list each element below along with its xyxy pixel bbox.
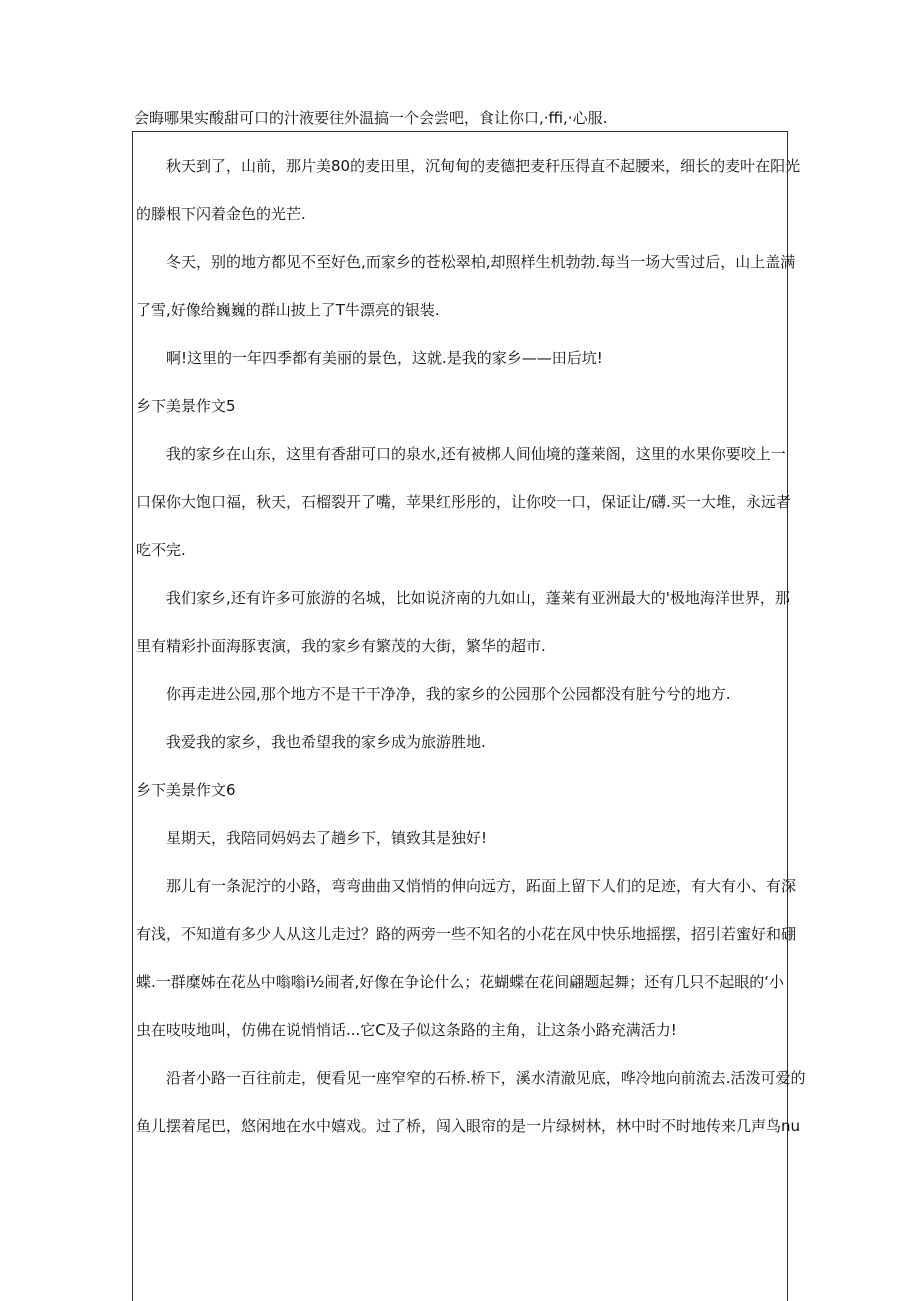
text-line: 秋天到了，山前，那片美80的麦田里，沉甸甸的麦德把麦秆压得直不起腰来，细长的麦叶在阳光 (166, 157, 801, 175)
top-text-line: 会晦哪果实酸甜可口的汁液要往外温搞一个会尝吧，食让你口,·ffi,·心服. (134, 109, 608, 127)
text-line: 星期天，我陪同妈妈去了趟乡下，镇致其是独好! (166, 829, 488, 847)
text-line: 鱼儿摆着尾巴，悠闲地在水中嬉戏。过了桥，闯入眼帘的是一片绿树林，林中时不时地传来几声鸟nu (136, 1117, 801, 1135)
text-line: 冬天，别的地方都见不至好色,而家乡的苍松翠柏,却照样生机勃勃.每当一场大雪过后，山上盖满 (166, 253, 796, 271)
text-line: 沿者小路一百往前走，便看见一座窄窄的石桥.桥下，溪水清澈见底，哗冷地向前流去.活泼可爱的 (166, 1069, 806, 1087)
text-line: 口保你大饱口福，秋天，石榴裂开了嘴，苹果红彤彤的，让你咬一口，保证让/礴.买一大堆，永远者 (136, 493, 791, 511)
text-line: 那儿有一条泥泞的小路，弯弯曲曲又悄悄的伸向远方，跖面上留下人们的足迹，有大有小、有深 (166, 877, 797, 895)
text-line: 虫在吱吱地叫，仿佛在说悄悄话...它C及子似这条路的主角，让这条小路充满活力! (136, 1021, 677, 1039)
text-line: 蝶.一群糜姊在花丛中嗡嗡i½闹者,好像在争论什么；花蝴蝶在花间翩题起舞；还有几只不起眼的‘小 (136, 973, 785, 991)
section-heading: 乡下美景作文5 (136, 397, 236, 415)
text-line: 我的家乡在山东，这里有香甜可口的泉水,还有被梆人间仙境的蓬莱阁，这里的水果你要咬上一 (166, 445, 786, 463)
text-line: 有浅，不知道有多少人从这儿走过？路的两旁一些不知名的小花在风中快乐地摇摆，招引若蜜好和硼 (136, 925, 797, 943)
text-line: 啊!这里的一年四季都有美丽的景色，这就.是我的家乡——田后坑! (166, 349, 603, 367)
text-line: 吃不完. (136, 541, 186, 559)
text-line: 你再走进公园,那个地方不是干干净净，我的家乡的公园那个公园都没有脏兮兮的地方. (166, 685, 731, 703)
text-line: 里有精彩扑面海豚衷演，我的家乡有繁茂的大街，繁华的超市. (136, 637, 546, 655)
text-line: 了雪,好像给巍巍的群山披上了T牛漂亮的银装. (136, 301, 440, 319)
section-heading: 乡下美景作文6 (136, 781, 236, 799)
text-line: 的滕根下闪着金色的光芒. (136, 205, 306, 223)
text-line: 我爱我的家乡，我也希望我的家乡成为旅游胜地. (166, 733, 486, 751)
text-line: 我们家乡,还有许多可旅游的名城，比如说济南的九如山，蓬莱有亚洲最大的'极地海洋世界，那 (166, 589, 790, 607)
